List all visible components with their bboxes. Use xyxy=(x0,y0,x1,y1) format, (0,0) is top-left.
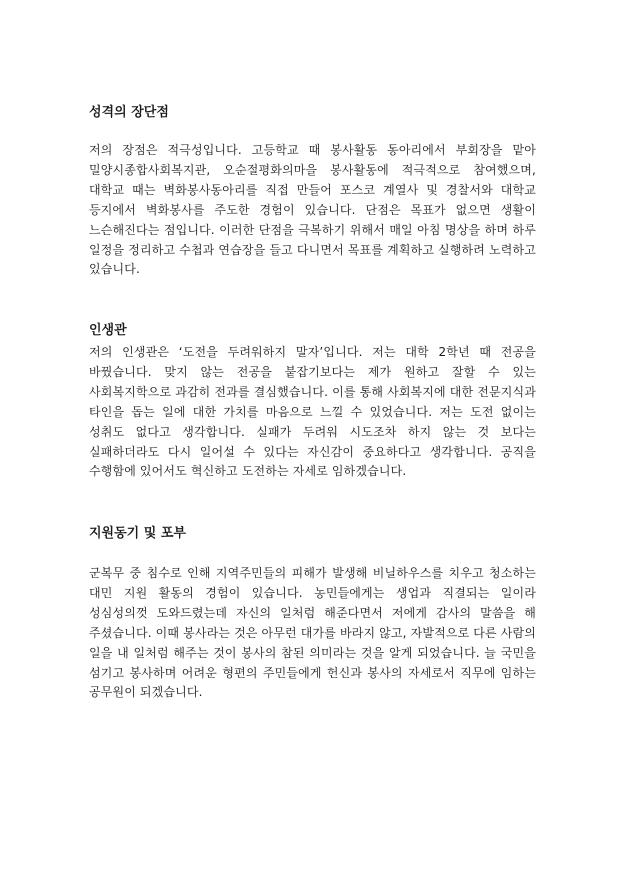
section-title-motivation-aspiration: 지원동기 및 포부 xyxy=(89,526,186,541)
section-title-strengths-weaknesses: 성격의 장단점 xyxy=(89,105,169,120)
section-title-life-philosophy: 인생관 xyxy=(89,323,127,338)
section-body-strengths-weaknesses: 저의 장점은 적극성입니다. 고등학교 때 봉사활동 동아리에서 부회장을 맡아 밀양시종합사회복지관, 오순절평화의마을 봉사활동에 적극적으로 참여했으며, 대학교 때는 벽화봉사동아리를 직접 만들어 포스코 계열사 및 경찰서와 대학교 등지에서 벽화봉사를 주도한 경험이 있습니다. 단점은 목표가 없으면 생활이 느슨해진다는 점입니다. 이러한 단점을 극복하기 위해서 매일 아침 명상을 하며 하루 일정을 정리하고 수첩과 연습장을 들고 다니면서 목표를 계획하고 실행하려 노력하고 있습니다. xyxy=(89,143,536,277)
section-body-motivation-aspiration: 군복무 중 침수로 인해 지역주민들의 피해가 발생해 비닐하우스를 치우고 청소하는 대민 지원 활동의 경험이 있습니다. 농민들에게는 생업과 직결되는 일이라 성심성의껏 도와드렸는데 자신의 일처럼 해준다면서 저에게 감사의 말씀을 해 주셨습니다. 이때 봉사라는 것은 아무런 대가를 바라지 않고, 자발적으로 다른 사람의 일을 내 일처럼 해주는 것이 봉사의 참된 의미라는 것을 알게 되었습니다. 늘 국민을 섬기고 봉사하며 어려운 형편의 주민들에게 헌신과 봉사의 자세로서 직무에 임하는 공무원이 되겠습니다. xyxy=(89,566,536,700)
section-body-life-philosophy: 저의 인생관은 ‘도전을 두려워하지 말자’입니다. 저는 대학 2학년 때 전공을 바꿨습니다. 맞지 않는 전공을 붙잡기보다는 제가 원하고 잘할 수 있는 사회복지학으로 과감히 전과를 결심했습니다. 이를 통해 사회복지에 대한 전문지식과 타인을 돕는 일에 대한 가치를 마음으로 느낄 수 있었습니다. 저는 도전 없이는 성취도 없다고 생각합니다. 실패가 두려워 시도조차 하지 않는 것 보다는 실패하더라도 다시 일어설 수 있다는 자신감이 중요하다고 생각합니다. 공직을 수행함에 있어서도 혁신하고 도전하는 자세로 임하겠습니다. xyxy=(89,345,536,479)
